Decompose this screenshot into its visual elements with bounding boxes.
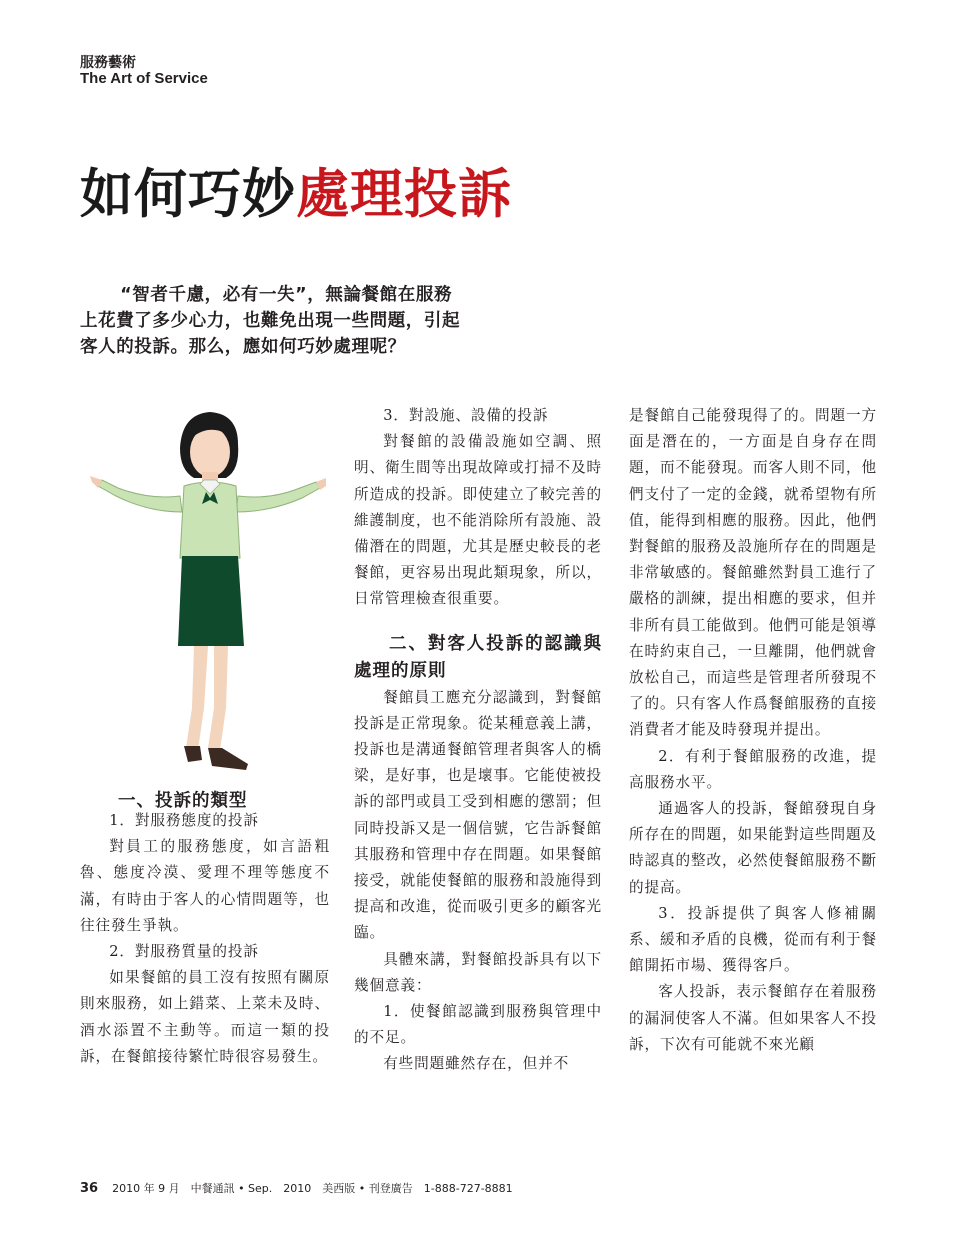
paragraph: 客人投訴，表示餐館存在着服務的漏洞使客人不滿。但如果客人不投訴，下次有可能就不來光顧 [629, 983, 877, 1053]
paragraph: 具體來講，對餐館投訴具有以下幾個意義： [354, 950, 602, 994]
paragraph: 2．有利于餐館服務的改進，提高服務水平。 [629, 747, 877, 791]
heading-complaint-types: 一、投訴的類型 [118, 791, 248, 811]
page-footer [80, 1180, 513, 1196]
paragraph: 3．對設施、設備的投訴 [383, 407, 549, 424]
intro-line: “智者千慮，必有一失”，無論餐館在服務 [80, 285, 453, 305]
section-label-cn: 服務藝術 [80, 55, 136, 71]
paragraph: 3．投訴提供了與客人修補關系、緩和矛盾的良機，從而有利于餐館開拓市場、獲得客戶。 [629, 904, 877, 975]
section-label-en: The Art of Service [80, 70, 208, 87]
waitress-illustration [88, 408, 328, 788]
intro-line: 客人的投訴。那么，應如何巧妙處理呢？ [80, 337, 406, 357]
article-title [80, 162, 512, 226]
title-black-part: 如何巧妙 [80, 163, 296, 225]
text-column-3 [629, 403, 877, 1058]
paragraph: 如果餐館的員工沒有按照有關原則來服務，如上錯菜、上菜未及時、酒水添置不主動等。而這一類的投訴，在餐館接待繁忙時很容易發生。 [80, 969, 330, 1065]
paragraph: 餐館員工應充分認識到，對餐館投訴是正常現象。從某種意義上講，投訴也是溝通餐館管理者與客人的橋梁，是好事，也是壞事。它能使被投訴的部門或員工受到相應的懲罰；但同時投訴又是一個信號，它告訴餐館其服務和管理中存在問題。如果餐館接受，就能使餐館的服務和設施得到提高和改進，從而吸引更多的顧客光臨。 [354, 688, 602, 942]
paragraph: 對員工的服務態度，如言語粗魯、態度冷漠、愛理不理等態度不滿，有時由于客人的心情問題等，也往往發生爭執。 [80, 838, 330, 934]
footer-text: 2010 年 9 月 中餐通訊 • Sep. 2010 美西版 • 刊登廣告 1-888-727-8881 [112, 1182, 513, 1195]
page-number: 36 [80, 1181, 99, 1196]
heading-complaint-principles: 二、對客人投訴的認識與處理的原則 [354, 633, 602, 681]
intro-line: 上花費了多少心力，也難免出現一些問題，引起 [80, 311, 461, 331]
text-column-1 [80, 808, 330, 1070]
paragraph: 1．使餐館認識到服務與管理中的不足。 [354, 1003, 602, 1047]
paragraph: 1．對服務態度的投訴 [109, 812, 259, 829]
text-column-2 [354, 403, 602, 1078]
paragraph: 2．對服務質量的投訴 [109, 943, 259, 961]
title-red-part: 處理投訴 [296, 163, 512, 225]
paragraph: 是餐館自己能發現得了的。問題一方面是潛在的，一方面是自身存在問題，而不能發現。而客人則不同，他們支付了一定的金錢，就希望物有所值，能得到相應的服務。因此，他們對餐館的服務及設施所存在的問題是非常敏感的。餐館雖然對員工進行了嚴格的訓練，提出相應的要求，但并非所有員工能做到。他們可能是領導在時約束自己，一旦離開，他們就會放松自己，而這些是管理者所發現不了的。只有客人作爲餐館服務的直接消費者才能及時發現并提出。 [629, 407, 877, 739]
paragraph: 有些問題雖然存在，但并不 [383, 1055, 570, 1073]
paragraph: 通過客人的投訴，餐館發現自身所存在的問題，如果能對這些問題及時認真的整改，必然使餐館服務不斷的提高。 [629, 800, 877, 896]
intro-paragraph [80, 282, 530, 360]
paragraph: 對餐館的設備設施如空調、照明、衛生間等出現故障或打掃不及時所造成的投訴。即使建立了較完善的維護制度，也不能消除所有設施、設備潛在的問題，尤其是歷史較長的老餐館，更容易出現此類現象，所以，日常管理檢查很重要。 [354, 433, 602, 608]
